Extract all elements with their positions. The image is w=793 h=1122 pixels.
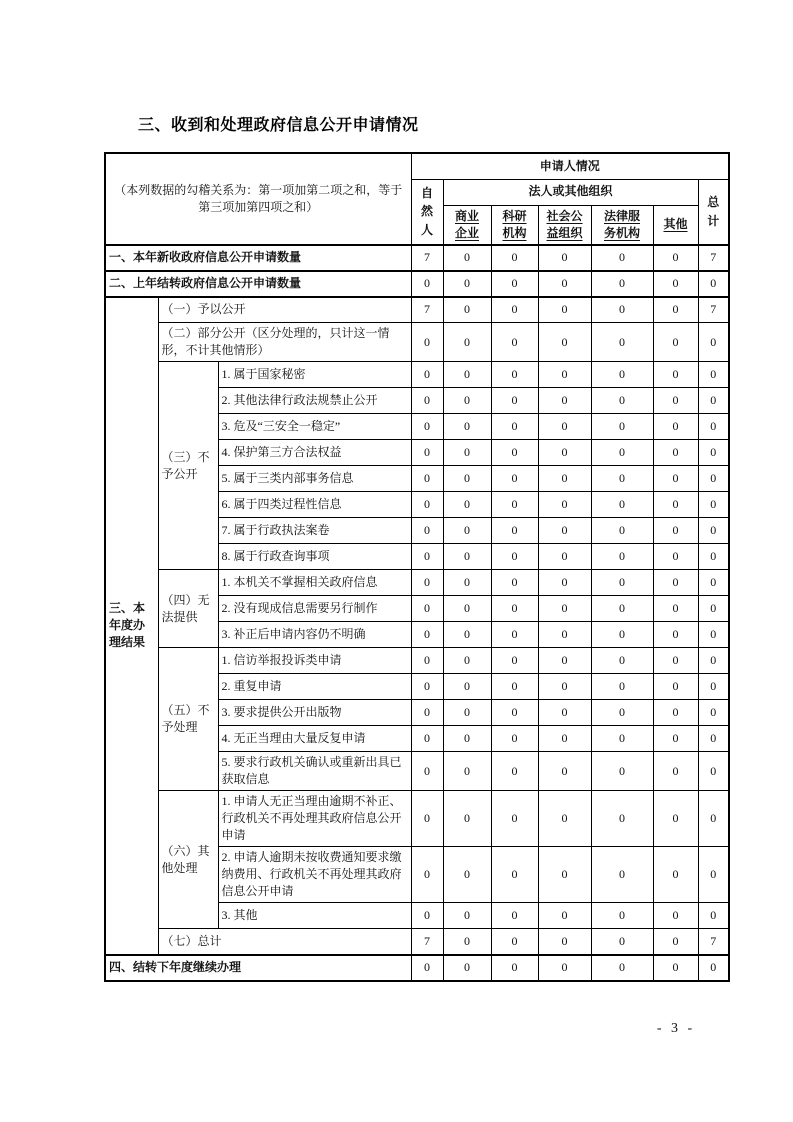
- value-cell: 0: [698, 388, 729, 414]
- public-welfare-org-label: 社会公益组织: [546, 208, 583, 240]
- value-cell: 0: [443, 955, 491, 981]
- value-cell: 0: [491, 440, 538, 466]
- refused-subgroup-label: （三）不予公开: [158, 362, 218, 570]
- report-table: [104, 152, 730, 982]
- value-cell: 0: [538, 791, 591, 847]
- col-header-legal-or-other-org: 法人或其他组织: [443, 179, 698, 205]
- value-cell: 0: [538, 388, 591, 414]
- value-cell: 0: [653, 674, 698, 700]
- value-cell: 0: [411, 752, 443, 791]
- value-cell: 0: [698, 323, 729, 362]
- value-cell: 0: [491, 518, 538, 544]
- value-cell: 0: [443, 648, 491, 674]
- total-label: 总计: [707, 194, 720, 228]
- value-cell: 7: [411, 245, 443, 271]
- value-cell: 0: [411, 674, 443, 700]
- value-cell: 0: [698, 596, 729, 622]
- row-refused-1-label: 1. 属于国家秘密: [218, 362, 411, 388]
- value-cell: 7: [411, 929, 443, 955]
- value-cell: 0: [491, 362, 538, 388]
- value-cell: 0: [653, 752, 698, 791]
- value-cell: 0: [443, 323, 491, 362]
- row-notprocessed-5-label: 5. 要求行政机关确认或重新出具已获取信息: [218, 752, 411, 791]
- row-granted: [105, 297, 729, 323]
- col-header-legal-service-org: [591, 205, 653, 245]
- value-cell: 0: [591, 466, 653, 492]
- value-cell: 0: [411, 518, 443, 544]
- value-cell: 7: [698, 245, 729, 271]
- value-cell: 0: [591, 791, 653, 847]
- value-cell: 0: [653, 596, 698, 622]
- annual-results-group-label: 三、本年度办理结果: [105, 297, 158, 955]
- value-cell: 0: [538, 518, 591, 544]
- value-cell: 0: [698, 518, 729, 544]
- value-cell: 0: [443, 847, 491, 903]
- value-cell: 0: [653, 791, 698, 847]
- legal-service-org-label: 法律服务机构: [604, 208, 641, 240]
- value-cell: 0: [443, 362, 491, 388]
- row-notprocessed-1: [105, 648, 729, 674]
- row-otherhandling-1: [105, 791, 729, 847]
- value-cell: 0: [591, 596, 653, 622]
- row-partially-granted-label: （二）部分公开（区分处理的，只计这一情形，不计其他情形）: [158, 323, 411, 362]
- value-cell: 0: [491, 245, 538, 271]
- value-cell: 0: [443, 700, 491, 726]
- row-refused-8-label: 8. 属于行政查询事项: [218, 544, 411, 570]
- col-header-other: [653, 205, 698, 245]
- value-cell: 0: [538, 700, 591, 726]
- value-cell: 0: [491, 674, 538, 700]
- value-cell: 0: [538, 752, 591, 791]
- row-carried-from-last-year: [105, 271, 729, 297]
- value-cell: 0: [411, 648, 443, 674]
- row-subtotal-label: （七）总计: [158, 929, 411, 955]
- value-cell: 0: [591, 570, 653, 596]
- value-cell: 0: [653, 847, 698, 903]
- value-cell: 0: [491, 466, 538, 492]
- row-unable-2-label: 2. 没有现成信息需要另行制作: [218, 596, 411, 622]
- value-cell: 0: [698, 726, 729, 752]
- value-cell: 0: [491, 297, 538, 323]
- row-refused-1: [105, 362, 729, 388]
- value-cell: 0: [538, 323, 591, 362]
- value-cell: 0: [443, 297, 491, 323]
- value-cell: 0: [591, 440, 653, 466]
- value-cell: 0: [653, 388, 698, 414]
- value-cell: 0: [491, 929, 538, 955]
- value-cell: 0: [653, 362, 698, 388]
- row-notprocessed-2-label: 2. 重复申请: [218, 674, 411, 700]
- value-cell: 0: [411, 440, 443, 466]
- value-cell: 0: [698, 955, 729, 981]
- value-cell: 0: [491, 726, 538, 752]
- header-row-applicant: [105, 153, 729, 179]
- value-cell: 0: [538, 847, 591, 903]
- value-cell: 0: [653, 622, 698, 648]
- col-header-natural-person: [411, 179, 443, 245]
- value-cell: 0: [653, 544, 698, 570]
- value-cell: 0: [538, 596, 591, 622]
- value-cell: 0: [653, 297, 698, 323]
- value-cell: 0: [411, 323, 443, 362]
- value-cell: 0: [443, 791, 491, 847]
- value-cell: 0: [411, 622, 443, 648]
- value-cell: 0: [653, 414, 698, 440]
- value-cell: 0: [591, 700, 653, 726]
- value-cell: 0: [538, 648, 591, 674]
- value-cell: 0: [538, 903, 591, 929]
- value-cell: 0: [591, 674, 653, 700]
- value-cell: 0: [591, 245, 653, 271]
- value-cell: 0: [443, 544, 491, 570]
- value-cell: 0: [698, 700, 729, 726]
- value-cell: 0: [538, 929, 591, 955]
- value-cell: 0: [591, 492, 653, 518]
- row-new-received: [105, 245, 729, 271]
- value-cell: 0: [411, 388, 443, 414]
- value-cell: 0: [443, 622, 491, 648]
- value-cell: 0: [538, 622, 591, 648]
- value-cell: 0: [443, 414, 491, 440]
- row-unable-1: [105, 570, 729, 596]
- value-cell: 0: [443, 245, 491, 271]
- value-cell: 0: [591, 388, 653, 414]
- value-cell: 0: [411, 570, 443, 596]
- natural-person-label: 自然人: [421, 185, 434, 237]
- value-cell: 0: [411, 700, 443, 726]
- value-cell: 0: [411, 544, 443, 570]
- col-header-research-institution: [491, 205, 538, 245]
- value-cell: 0: [443, 570, 491, 596]
- row-partially-granted: [105, 323, 729, 362]
- value-cell: 0: [698, 544, 729, 570]
- row-otherhandling-2-label: 2. 申请人逾期未按收费通知要求缴纳费用、行政机关不再处理其政府信息公开申请: [218, 847, 411, 903]
- value-cell: 0: [698, 752, 729, 791]
- value-cell: 0: [698, 903, 729, 929]
- row-unable-1-label: 1. 本机关不掌握相关政府信息: [218, 570, 411, 596]
- value-cell: 0: [591, 929, 653, 955]
- header-note-cell: （本列数据的勾稽关系为：第一项加第二项之和，等于第三项加第四项之和）: [105, 153, 411, 245]
- value-cell: 0: [411, 492, 443, 518]
- value-cell: 0: [653, 726, 698, 752]
- row-refused-5-label: 5. 属于三类内部事务信息: [218, 466, 411, 492]
- not-processed-subgroup-label: （五）不予处理: [158, 648, 218, 791]
- row-otherhandling-1-label: 1. 申请人无正当理由逾期不补正、行政机关不再处理其政府信息公开申请: [218, 791, 411, 847]
- row-notprocessed-4-label: 4. 无正当理由大量反复申请: [218, 726, 411, 752]
- value-cell: 0: [491, 700, 538, 726]
- value-cell: 0: [443, 271, 491, 297]
- value-cell: 0: [698, 440, 729, 466]
- value-cell: 0: [491, 492, 538, 518]
- value-cell: 0: [698, 791, 729, 847]
- value-cell: 0: [538, 440, 591, 466]
- value-cell: 0: [653, 648, 698, 674]
- value-cell: 0: [538, 674, 591, 700]
- col-header-commercial-enterprise: [443, 205, 491, 245]
- value-cell: 0: [591, 847, 653, 903]
- value-cell: 0: [538, 245, 591, 271]
- value-cell: 0: [411, 596, 443, 622]
- col-header-applicant-status: 申请人情况: [411, 153, 729, 179]
- value-cell: 0: [491, 544, 538, 570]
- value-cell: 0: [591, 752, 653, 791]
- value-cell: 0: [698, 466, 729, 492]
- value-cell: 0: [491, 388, 538, 414]
- commercial-enterprise-label: 商业企业: [455, 208, 480, 240]
- value-cell: 0: [491, 791, 538, 847]
- value-cell: 0: [591, 726, 653, 752]
- value-cell: 0: [591, 362, 653, 388]
- row-refused-4-label: 4. 保护第三方合法权益: [218, 440, 411, 466]
- value-cell: 0: [491, 271, 538, 297]
- value-cell: 0: [653, 271, 698, 297]
- value-cell: 0: [698, 414, 729, 440]
- value-cell: 0: [591, 648, 653, 674]
- value-cell: 0: [653, 929, 698, 955]
- value-cell: 0: [411, 414, 443, 440]
- row-refused-3-label: 3. 危及“三安全一稳定”: [218, 414, 411, 440]
- value-cell: 0: [443, 518, 491, 544]
- col-header-public-welfare-org: [538, 205, 591, 245]
- value-cell: 0: [653, 955, 698, 981]
- value-cell: 0: [538, 544, 591, 570]
- value-cell: 0: [653, 570, 698, 596]
- row-otherhandling-3-label: 3. 其他: [218, 903, 411, 929]
- value-cell: 0: [538, 466, 591, 492]
- value-cell: 7: [411, 297, 443, 323]
- row-new-received-label: 一、本年新收政府信息公开申请数量: [105, 245, 411, 271]
- value-cell: 0: [653, 518, 698, 544]
- value-cell: 0: [411, 903, 443, 929]
- value-cell: 0: [491, 847, 538, 903]
- value-cell: 0: [653, 903, 698, 929]
- value-cell: 0: [653, 323, 698, 362]
- value-cell: 0: [698, 271, 729, 297]
- row-granted-label: （一）予以公开: [158, 297, 411, 323]
- value-cell: 0: [411, 847, 443, 903]
- page-number: - 3 -: [656, 1021, 696, 1036]
- value-cell: 0: [591, 544, 653, 570]
- research-institution-label: 科研机构: [502, 208, 527, 240]
- row-refused-6-label: 6. 属于四类过程性信息: [218, 492, 411, 518]
- value-cell: 0: [653, 245, 698, 271]
- value-cell: 0: [591, 414, 653, 440]
- value-cell: 0: [653, 700, 698, 726]
- value-cell: 0: [698, 492, 729, 518]
- value-cell: 0: [443, 674, 491, 700]
- value-cell: 0: [538, 297, 591, 323]
- row-unable-3-label: 3. 补正后申请内容仍不明确: [218, 622, 411, 648]
- row-carried-to-next-year: [105, 955, 729, 981]
- value-cell: 0: [538, 414, 591, 440]
- value-cell: 0: [591, 903, 653, 929]
- value-cell: 0: [591, 622, 653, 648]
- row-carried-from-last-year-label: 二、上年结转政府信息公开申请数量: [105, 271, 411, 297]
- unable-to-provide-subgroup-label: （四）无法提供: [158, 570, 218, 648]
- value-cell: 0: [698, 570, 729, 596]
- value-cell: 0: [653, 492, 698, 518]
- value-cell: 0: [411, 271, 443, 297]
- value-cell: 0: [443, 929, 491, 955]
- value-cell: 7: [698, 297, 729, 323]
- value-cell: 0: [698, 648, 729, 674]
- row-notprocessed-3-label: 3. 要求提供公开出版物: [218, 700, 411, 726]
- value-cell: 0: [698, 847, 729, 903]
- other-handling-subgroup-label: （六）其他处理: [158, 791, 218, 929]
- value-cell: 0: [443, 903, 491, 929]
- value-cell: 0: [443, 596, 491, 622]
- value-cell: 0: [411, 955, 443, 981]
- value-cell: 0: [538, 726, 591, 752]
- value-cell: 0: [491, 570, 538, 596]
- value-cell: 0: [491, 955, 538, 981]
- value-cell: 0: [443, 726, 491, 752]
- value-cell: 7: [698, 929, 729, 955]
- value-cell: 0: [538, 492, 591, 518]
- value-cell: 0: [653, 466, 698, 492]
- value-cell: 0: [698, 674, 729, 700]
- value-cell: 0: [591, 518, 653, 544]
- value-cell: 0: [591, 297, 653, 323]
- value-cell: 0: [591, 955, 653, 981]
- other-label: 其他: [663, 217, 688, 232]
- value-cell: 0: [411, 791, 443, 847]
- section-title: 三、收到和处理政府信息公开申请情况: [138, 117, 419, 134]
- row-refused-7-label: 7. 属于行政执法案卷: [218, 518, 411, 544]
- value-cell: 0: [443, 752, 491, 791]
- value-cell: 0: [698, 362, 729, 388]
- value-cell: 0: [591, 271, 653, 297]
- value-cell: 0: [491, 648, 538, 674]
- value-cell: 0: [653, 440, 698, 466]
- value-cell: 0: [491, 323, 538, 362]
- value-cell: 0: [443, 440, 491, 466]
- value-cell: 0: [443, 388, 491, 414]
- value-cell: 0: [411, 362, 443, 388]
- value-cell: 0: [443, 466, 491, 492]
- value-cell: 0: [491, 903, 538, 929]
- value-cell: 0: [538, 271, 591, 297]
- row-subtotal: [105, 929, 729, 955]
- row-carried-to-next-year-label: 四、结转下年度继续办理: [105, 955, 411, 981]
- value-cell: 0: [538, 362, 591, 388]
- value-cell: 0: [411, 726, 443, 752]
- value-cell: 0: [698, 622, 729, 648]
- value-cell: 0: [591, 323, 653, 362]
- row-notprocessed-1-label: 1. 信访举报投诉类申请: [218, 648, 411, 674]
- value-cell: 0: [491, 414, 538, 440]
- value-cell: 0: [538, 955, 591, 981]
- value-cell: 0: [411, 466, 443, 492]
- col-header-total: [698, 179, 729, 245]
- value-cell: 0: [491, 622, 538, 648]
- value-cell: 0: [491, 596, 538, 622]
- row-refused-2-label: 2. 其他法律行政法规禁止公开: [218, 388, 411, 414]
- value-cell: 0: [443, 492, 491, 518]
- value-cell: 0: [491, 752, 538, 791]
- value-cell: 0: [538, 570, 591, 596]
